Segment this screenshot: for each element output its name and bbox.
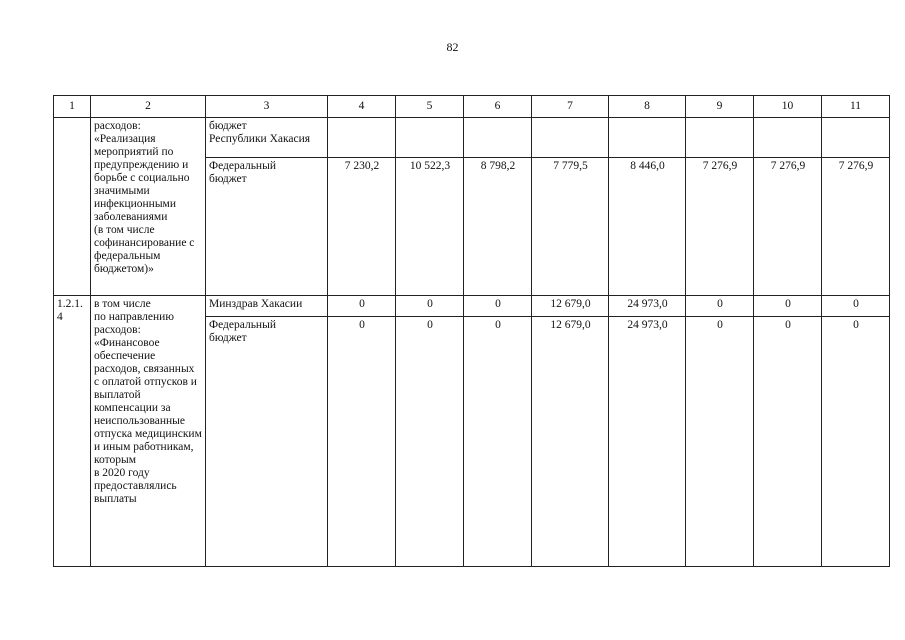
table-row [54, 118, 890, 158]
value-cell: 7 276,9 [686, 158, 754, 296]
value-cell [464, 118, 532, 158]
column-number-header: 9 [686, 96, 754, 118]
funding-source-cell: Минздрав Хакасии [206, 296, 328, 317]
value-cell: 24 973,0 [609, 317, 686, 567]
value-cell: 0 [464, 296, 532, 317]
column-number-header: 8 [609, 96, 686, 118]
value-cell [609, 118, 686, 158]
column-number-header: 2 [91, 96, 206, 118]
value-cell [754, 118, 822, 158]
value-cell [328, 118, 396, 158]
value-cell [686, 118, 754, 158]
value-cell: 8 446,0 [609, 158, 686, 296]
description-cell: в том числе по направлению расходов: «Финансовое обеспечение расходов, связанных с оплатой отпусков и выплатой компенсации за неиспользованные отпуска медицинским и иным работникам, которым в 2020 году предоставлялись выплаты [91, 296, 206, 567]
row-number-cell [54, 118, 91, 296]
column-number-header: 6 [464, 96, 532, 118]
value-cell: 12 679,0 [532, 296, 609, 317]
column-number-header: 3 [206, 96, 328, 118]
value-cell: 0 [328, 296, 396, 317]
value-cell: 8 798,2 [464, 158, 532, 296]
value-cell: 0 [754, 296, 822, 317]
value-cell [396, 118, 464, 158]
budget-table [53, 95, 890, 567]
value-cell: 0 [686, 317, 754, 567]
page-number: 82 [446, 40, 459, 54]
funding-source-cell: бюджет Республики Хакасия [206, 118, 328, 158]
funding-source-cell: Федеральный бюджет [206, 158, 328, 296]
column-number-header: 5 [396, 96, 464, 118]
value-cell: 24 973,0 [609, 296, 686, 317]
column-number-header: 11 [822, 96, 890, 118]
value-cell [822, 118, 890, 158]
description-cell: расходов: «Реализация мероприятий по предупреждению и борьбе с социально значимыми инфекционными заболеваниями (в том числе софинансирование с федеральным бюджетом)» [91, 118, 206, 296]
value-cell: 0 [686, 296, 754, 317]
value-cell [532, 118, 609, 158]
table-row [54, 296, 890, 317]
row-number-cell: 1.2.1. 4 [54, 296, 91, 567]
column-number-header: 1 [54, 96, 91, 118]
value-cell: 7 230,2 [328, 158, 396, 296]
value-cell: 7 779,5 [532, 158, 609, 296]
value-cell: 0 [822, 296, 890, 317]
column-number-header: 7 [532, 96, 609, 118]
header-row [54, 96, 890, 118]
value-cell: 7 276,9 [754, 158, 822, 296]
value-cell: 0 [754, 317, 822, 567]
value-cell: 0 [396, 317, 464, 567]
value-cell: 0 [328, 317, 396, 567]
value-cell: 0 [464, 317, 532, 567]
value-cell: 12 679,0 [532, 317, 609, 567]
column-number-header: 10 [754, 96, 822, 118]
column-number-header: 4 [328, 96, 396, 118]
value-cell: 0 [822, 317, 890, 567]
value-cell: 10 522,3 [396, 158, 464, 296]
funding-source-cell: Федеральный бюджет [206, 317, 328, 567]
value-cell: 0 [396, 296, 464, 317]
value-cell: 7 276,9 [822, 158, 890, 296]
